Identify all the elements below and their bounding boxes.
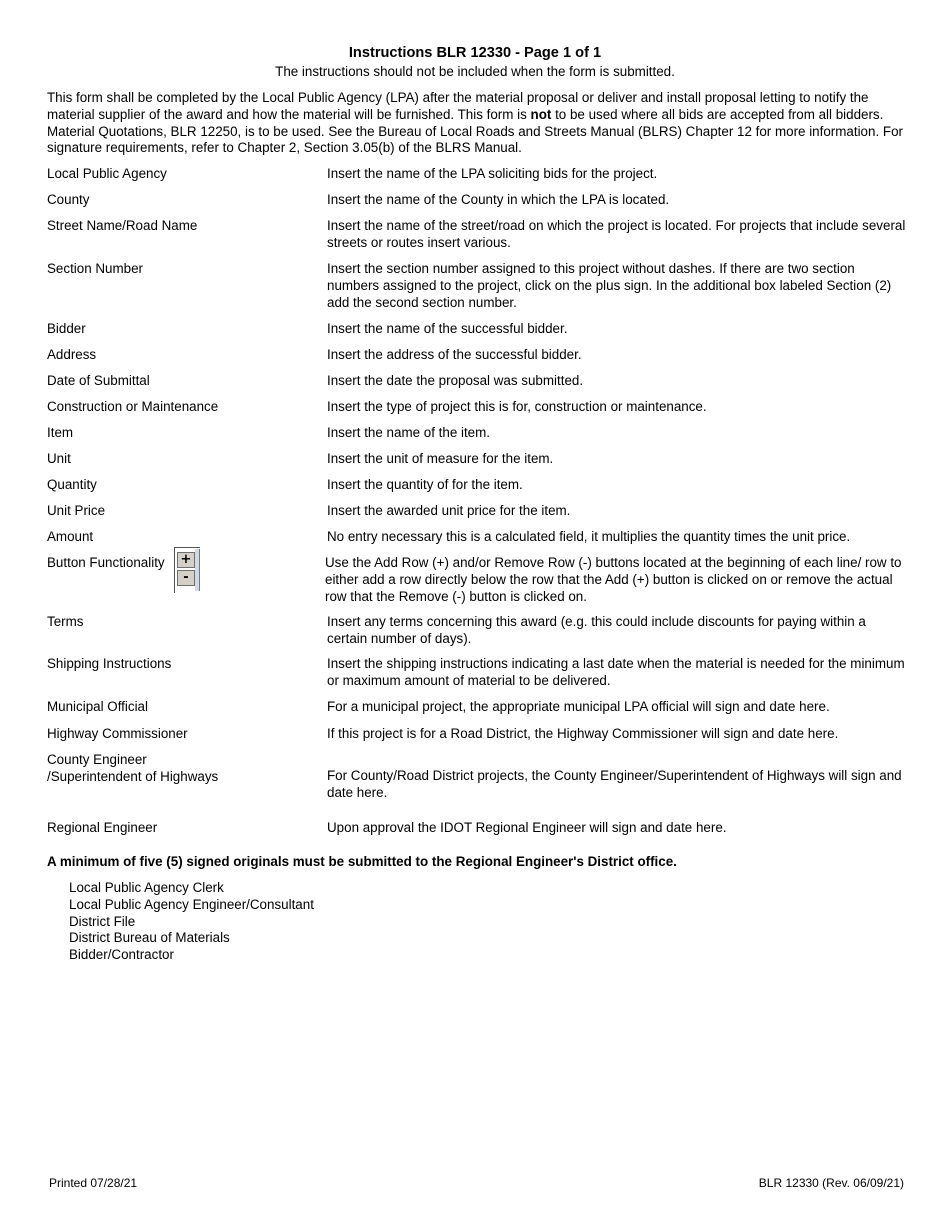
field-label: Local Public Agency xyxy=(47,166,167,181)
field-label xyxy=(47,552,317,585)
field-label: Section Number xyxy=(47,261,144,276)
field-label: Shipping Instructions xyxy=(47,656,172,671)
field-description: For a municipal project, the appropriate municipal LPA official will sign and date here. xyxy=(327,699,830,714)
field-label: County xyxy=(47,192,90,207)
distribution-item: Local Public Agency Clerk xyxy=(69,880,224,895)
field-label: Date of Submittal xyxy=(47,373,150,388)
field-description: Insert the type of project this is for, construction or maintenance. xyxy=(327,399,707,414)
remove-row-button[interactable]: - xyxy=(177,570,195,586)
field-description: Insert the shipping instructions indicating a last date when the material is needed for the minimum or maximum amount of material to be delivered. xyxy=(327,656,905,688)
field-label-text: Button Functionality xyxy=(47,555,165,570)
field-description: Upon approval the IDOT Regional Engineer will sign and date here. xyxy=(327,820,727,835)
intro-text-part2: to be used where all bids are accepted from all bidders. Material Quotations, BLR 12250, is to be used. See the Bureau of Local Roads and Streets Manual (BLRS) Chapter 12 for more information. For signature requirements, refer to Chapter 2, Section 3.05(b) of the BLRS Manual. xyxy=(47,106,903,156)
field-description: Insert the name of the item. xyxy=(327,425,491,440)
form-revision-id: BLR 12330 (Rev. 06/09/21) xyxy=(758,1176,904,1190)
field-label: Amount xyxy=(47,529,94,544)
field-label: Address xyxy=(47,347,97,362)
field-label: Unit Price xyxy=(47,503,106,518)
field-label: Terms xyxy=(47,614,84,629)
intro-paragraph xyxy=(47,90,907,157)
add-row-button[interactable]: + xyxy=(177,552,195,568)
field-description: Insert the awarded unit price for the item. xyxy=(327,503,571,518)
field-label: Construction or Maintenance xyxy=(47,399,219,414)
submission-requirement-note: A minimum of five (5) signed originals must be submitted to the Regional Engineer's District office. xyxy=(47,854,677,869)
field-description: Insert the name of the street/road on which the project is located. For projects that include several streets or routes insert various. xyxy=(327,218,906,250)
field-label: Highway Commissioner xyxy=(47,726,188,741)
field-description: If this project is for a Road District, the Highway Commissioner will sign and date here. xyxy=(327,726,839,741)
field-description: No entry necessary this is a calculated field, it multiplies the quantity times the unit price. xyxy=(327,529,851,544)
distribution-item: Local Public Agency Engineer/Consultant xyxy=(69,896,314,912)
row-buttons-illustration xyxy=(174,547,200,593)
field-label-line2: /Superintendent of Highways xyxy=(47,769,219,784)
field-description: Insert the quantity of for the item. xyxy=(327,477,523,492)
field-label: Bidder xyxy=(47,321,86,336)
field-description: Insert the name of the LPA soliciting bids for the project. xyxy=(327,166,658,181)
intro-text-part1: This form shall be completed by the Local Public Agency (LPA) after the material proposal or deliver and install proposal letting to notify the material supplier of the award and how the material will be furnished. This form is xyxy=(47,90,869,122)
field-label: Municipal Official xyxy=(47,699,148,714)
page-title: Instructions BLR 12330 - Page 1 of 1 xyxy=(348,45,602,61)
distribution-list xyxy=(69,880,314,964)
field-label: Street Name/Road Name xyxy=(47,218,198,233)
field-label-line1: County Engineer xyxy=(47,752,147,767)
field-description: Insert the date the proposal was submitted. xyxy=(327,373,584,388)
field-description: Insert any terms concerning this award (e.g. this could include discounts for paying within a certain number of days). xyxy=(327,614,866,646)
field-description: Insert the address of the successful bidder. xyxy=(327,347,582,362)
field-label: Item xyxy=(47,425,74,440)
distribution-item: Bidder/Contractor xyxy=(69,947,174,963)
distribution-item: District Bureau of Materials xyxy=(69,930,230,946)
field-description: Insert the unit of measure for the item. xyxy=(327,451,554,466)
field-label xyxy=(47,751,317,785)
field-description: Insert the name of the County in which the LPA is located. xyxy=(327,192,670,207)
field-description: For County/Road District projects, the County Engineer/Superintendent of Highways will sign and date here. xyxy=(327,768,902,800)
printed-date: Printed 07/28/21 xyxy=(49,1176,138,1190)
field-description: Use the Add Row (+) and/or Remove Row (-) buttons located at the beginning of each line/ row to either add a row directly below the row that the Add (+) button is clicked on or remove the actual row that the Remove (-) button is clicked on. xyxy=(325,555,902,604)
field-description: Insert the section number assigned to this project without dashes. If there are two section numbers assigned to the project, click on the plus sign. In the additional box labeled Section (2) add the second section number. xyxy=(327,261,892,310)
field-description: Insert the name of the successful bidder. xyxy=(327,321,568,336)
field-label: Unit xyxy=(47,451,71,466)
field-label: Regional Engineer xyxy=(47,820,158,835)
row-buttons-side-strip xyxy=(195,549,200,591)
page-subtitle: The instructions should not be included when the form is submitted. xyxy=(275,64,675,79)
field-label: Quantity xyxy=(47,477,97,492)
intro-text-bold: not xyxy=(530,106,552,122)
distribution-item: District File xyxy=(69,913,136,929)
